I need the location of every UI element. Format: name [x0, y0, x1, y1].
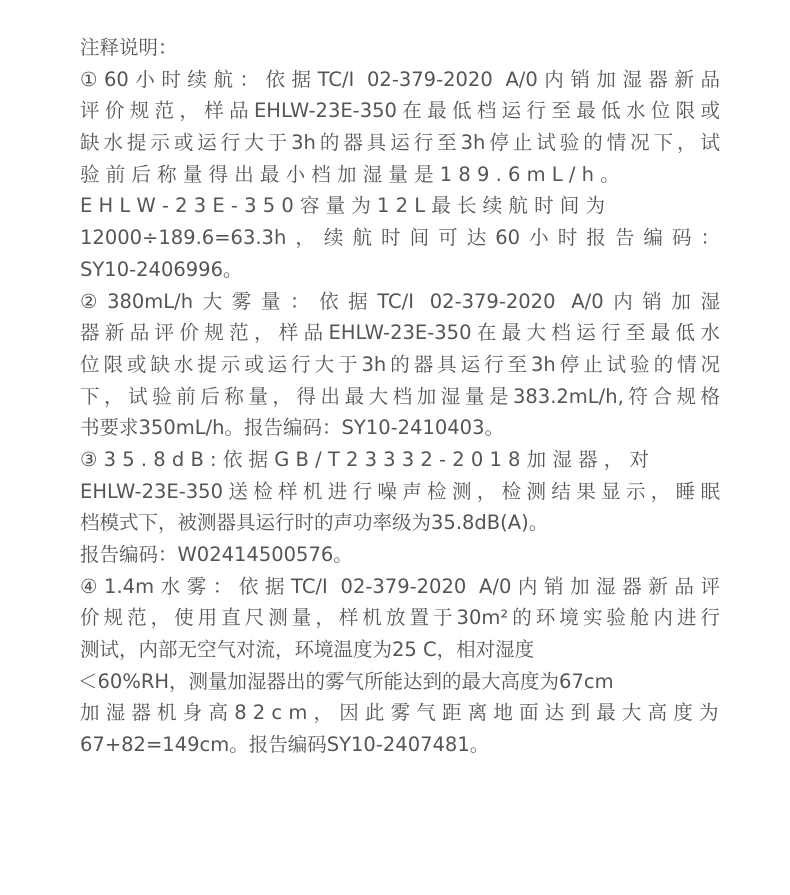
note-4-line-3: 测试，内部无空气对流，环境温度为25 C，相对湿度: [80, 638, 535, 662]
note-3-line-2: EHLW-23E-350送检样机进行噪声检测，检测结果显示，睡眠: [80, 479, 720, 503]
note-4-line-1: ④1.4m水雾：依据TC/I 02-379-2020 A/0内销加湿器新品评: [80, 574, 720, 598]
note-2-line-1: ②380mL/h大雾量：依据TC/I 02-379-2020 A/0内销加湿: [80, 289, 720, 313]
note-1-line-2: 评价规范，样品EHLW-23E-350在最低档运行至最低水位限或: [80, 99, 720, 123]
note-4-line-5: 加 湿 器 机 身 高 8 2 c m ， 因 此 雾 气 距 离 地 面 达 到 最 大 高 度 为: [80, 701, 719, 725]
note-3-line-3: 档模式下，被测器具运行时的声功率级为35.8dB(A)。: [80, 511, 549, 535]
note-3-line-4: 报告编码：W02414500576。: [80, 543, 353, 566]
note-1-line-4: 验 前 后 称 量 得 出 最 小 档 加 湿 量 是 1 8 9 . 6 m L / h 。: [80, 162, 620, 186]
note-1-line-1: ①60小时续航：依据TC/I 02-379-2020 A/0内销加湿器新品: [80, 67, 720, 91]
note-4-line-4: ＜60%RH，测量加湿器出的雾气所能达到的最大高度为67cm: [78, 669, 614, 693]
notes-heading: 注释说明：: [80, 36, 178, 59]
note-2-line-5: 书要求350mL/h。报告编码：SY10-2410403。: [80, 416, 504, 440]
note-1-line-3: 缺水提示或运行大于3h的器具运行至3h停止试验的情况下，试: [80, 131, 720, 155]
note-1-line-7: SY10-2406996。: [80, 257, 243, 281]
note-1-line-5: E H L W - 2 3 E - 3 5 0 容 量 为 1 2 L 最 长 续 航 时 间 为: [80, 194, 605, 218]
note-4-line-6: 67+82=149cm。报告编码SY10-2407481。: [80, 733, 490, 757]
note-2-line-4: 下，试验前后称量，得出最大档加湿量是383.2mL/h,符合规格: [80, 384, 720, 408]
note-2-line-3: 位限或缺水提示或运行大于3h的器具运行至3h停止试验的情况: [80, 352, 720, 376]
annotation-notes: [80, 32, 720, 761]
note-2-line-2: 器新品评价规范，样品EHLW-23E-350在最大档运行至最低水: [80, 321, 720, 345]
note-3-line-1: ③ 3 5 . 8 d B : 依 据 G B / T 2 3 3 3 2 - 2 0 1 8 加 湿 器 ， 对: [80, 447, 649, 471]
note-4-line-2: 价规范，使用直尺测量，样机放置于30m²的环境实验舱内进行: [80, 606, 720, 630]
note-1-line-6: 12000÷189.6=63.3h，续航时间可达60小时报告编码：: [80, 226, 720, 250]
